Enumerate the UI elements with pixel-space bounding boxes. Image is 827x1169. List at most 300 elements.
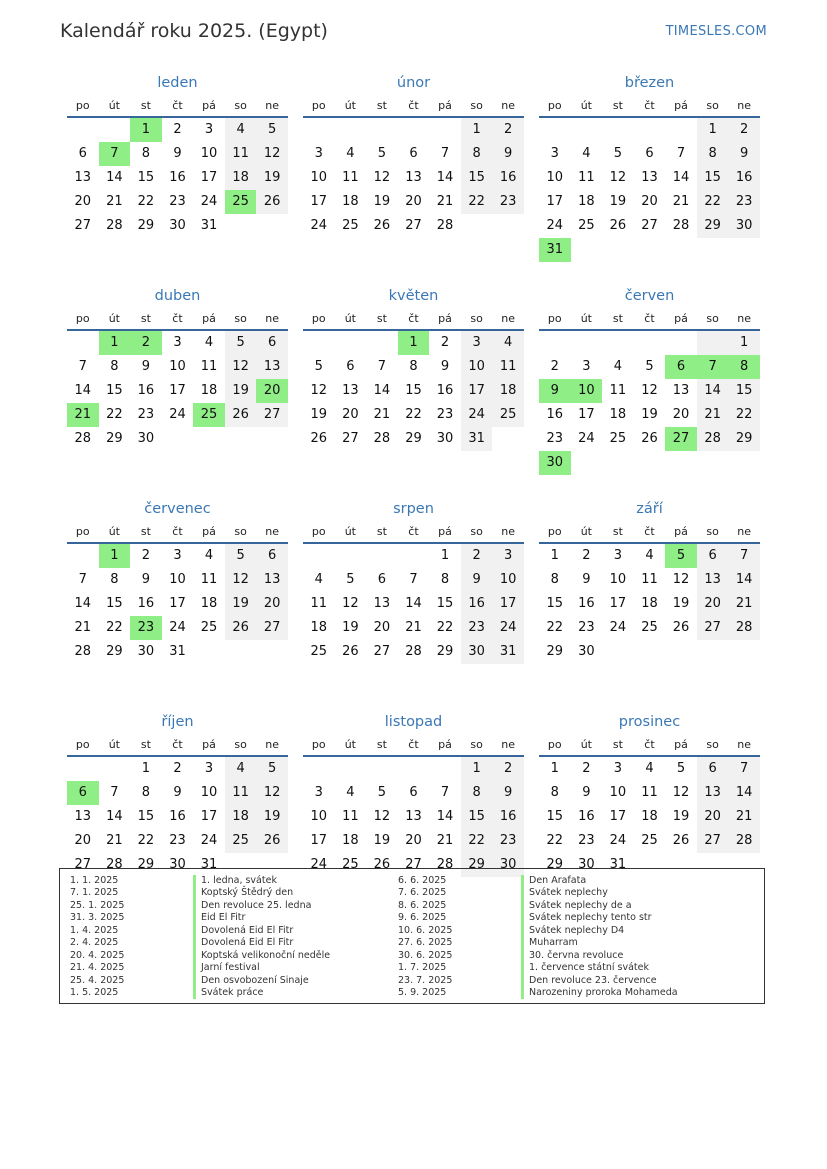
day-cell: 29 <box>546 857 564 872</box>
day-cell: 10 <box>310 809 328 824</box>
holiday-day-cell: 25 <box>225 190 257 214</box>
day-cell: 5 <box>314 359 323 374</box>
weekday-label: po <box>75 312 90 325</box>
day-cell: 25 <box>310 644 328 659</box>
day-cell: 21 <box>697 403 729 427</box>
day-cell: 14 <box>106 809 123 824</box>
weekday-label: čt <box>172 312 183 325</box>
weekday-header <box>303 735 524 757</box>
legend-date: 23. 7. 2025 <box>398 974 453 986</box>
day-cell: 10 <box>310 170 328 185</box>
site-link[interactable]: TIMESLES.COM <box>665 24 767 39</box>
day-cell: 7 <box>440 146 450 161</box>
day-cell: 16 <box>546 407 564 422</box>
day-cell: 25 <box>200 620 218 635</box>
day-cell: 25 <box>225 829 257 853</box>
day-cell: 8 <box>550 785 559 800</box>
day-cell: 26 <box>225 616 257 640</box>
month-block <box>539 496 760 683</box>
day-cell: 3 <box>550 146 559 161</box>
day-cell: 15 <box>728 379 760 403</box>
day-cell: 12 <box>672 785 690 800</box>
day-cell: 18 <box>342 194 359 209</box>
day-grid <box>539 118 760 262</box>
day-cell: 16 <box>169 809 186 824</box>
legend-row <box>388 912 678 924</box>
day-cell: 25 <box>641 620 658 635</box>
day-cell: 31 <box>200 218 218 233</box>
weekday-label: pá <box>202 312 216 325</box>
weekday-label: so <box>470 99 483 112</box>
empty-cell <box>99 118 131 142</box>
weekday-label: po <box>75 99 90 112</box>
day-cell: 16 <box>137 596 155 611</box>
day-cell: 6 <box>409 146 418 161</box>
day-cell: 10 <box>461 355 493 379</box>
day-cell: 21 <box>436 833 454 848</box>
day-grid <box>539 757 760 877</box>
day-cell: 23 <box>492 190 524 214</box>
day-cell: 9 <box>440 359 450 374</box>
day-cell: 1 <box>461 757 493 781</box>
empty-cell <box>665 331 697 355</box>
holiday-day-cell: 6 <box>67 781 99 805</box>
day-cell: 5 <box>346 572 355 587</box>
day-cell: 10 <box>609 572 627 587</box>
day-cell: 14 <box>728 568 760 592</box>
day-cell: 3 <box>204 761 214 776</box>
day-cell: 16 <box>578 596 595 611</box>
weekday-label: so <box>706 312 719 325</box>
legend-date: 7. 1. 2025 <box>70 887 119 899</box>
weekday-label: po <box>311 525 326 538</box>
day-cell: 2 <box>492 118 524 142</box>
day-cell: 10 <box>200 785 218 800</box>
weekday-label: st <box>140 525 151 538</box>
day-cell: 22 <box>546 620 564 635</box>
weekday-label: ne <box>265 738 280 751</box>
day-cell: 9 <box>173 785 182 800</box>
day-cell: 29 <box>697 214 729 238</box>
day-cell: 12 <box>225 355 257 379</box>
day-cell: 16 <box>436 383 454 398</box>
empty-cell <box>67 544 99 568</box>
day-cell: 21 <box>74 620 92 635</box>
day-cell: 22 <box>546 833 564 848</box>
weekday-label: po <box>311 312 326 325</box>
day-cell: 20 <box>672 407 690 422</box>
day-cell: 15 <box>546 809 564 824</box>
day-cell: 28 <box>728 616 760 640</box>
legend-holiday-name: Svátek práce <box>193 987 263 999</box>
day-grid <box>303 757 524 877</box>
day-cell: 20 <box>697 805 729 829</box>
weekday-label: ne <box>737 738 752 751</box>
day-cell: 8 <box>141 785 151 800</box>
legend-row <box>60 950 330 962</box>
day-cell: 4 <box>346 785 355 800</box>
empty-cell <box>67 757 99 781</box>
day-cell: 13 <box>405 809 422 824</box>
day-cell: 31 <box>461 427 493 451</box>
day-cell: 24 <box>578 431 595 446</box>
day-cell: 13 <box>697 781 729 805</box>
day-cell: 8 <box>110 572 119 587</box>
day-cell: 20 <box>697 592 729 616</box>
weekday-label: ne <box>265 99 280 112</box>
empty-cell <box>602 331 634 355</box>
legend-row <box>388 962 678 974</box>
day-cell: 6 <box>256 331 288 355</box>
weekday-label: čt <box>644 312 655 325</box>
day-cell: 2 <box>173 761 182 776</box>
weekday-label: so <box>234 525 247 538</box>
day-cell: 3 <box>173 335 182 350</box>
day-cell: 12 <box>373 809 391 824</box>
weekday-label: so <box>470 738 483 751</box>
day-cell: 19 <box>373 833 391 848</box>
weekday-label: st <box>140 312 151 325</box>
day-cell: 1 <box>461 118 493 142</box>
day-cell: 29 <box>436 644 454 659</box>
weekday-label: pá <box>438 99 452 112</box>
day-cell: 21 <box>728 805 760 829</box>
day-cell: 2 <box>461 544 493 568</box>
day-cell: 3 <box>582 359 591 374</box>
empty-cell <box>398 544 430 568</box>
legend-column-1 <box>60 875 330 999</box>
day-cell: 26 <box>672 833 690 848</box>
legend-date: 6. 6. 2025 <box>398 875 447 886</box>
month-name: září <box>636 501 663 517</box>
day-cell: 28 <box>106 857 123 872</box>
day-cell: 14 <box>373 383 391 398</box>
day-cell: 15 <box>546 596 564 611</box>
day-cell: 6 <box>78 146 87 161</box>
weekday-label: út <box>580 525 592 538</box>
month-name: červenec <box>144 501 211 517</box>
month-block <box>67 283 288 470</box>
day-cell: 31 <box>169 644 186 659</box>
day-cell: 8 <box>409 359 418 374</box>
day-cell: 15 <box>106 383 123 398</box>
weekday-header <box>539 522 760 544</box>
month-name: červen <box>624 288 675 304</box>
day-cell: 5 <box>377 785 387 800</box>
day-cell: 5 <box>256 118 288 142</box>
weekday-label: ne <box>501 312 516 325</box>
day-cell: 7 <box>110 785 119 800</box>
legend-date: 1. 5. 2025 <box>70 986 119 998</box>
legend-holiday-name: Svátek neplechy D4 <box>521 925 624 937</box>
day-cell: 3 <box>204 122 214 137</box>
month-block <box>539 70 760 257</box>
month-name: říjen <box>161 714 194 730</box>
weekday-label: po <box>75 525 90 538</box>
empty-cell <box>429 757 461 781</box>
empty-cell <box>335 118 367 142</box>
legend-date: 1. 7. 2025 <box>398 962 447 974</box>
day-cell: 19 <box>225 592 257 616</box>
legend-row <box>388 975 678 987</box>
day-cell: 18 <box>641 596 658 611</box>
legend-row <box>388 937 678 949</box>
day-cell: 13 <box>256 355 288 379</box>
day-cell: 6 <box>409 785 418 800</box>
weekday-label: pá <box>674 738 688 751</box>
day-cell: 17 <box>546 194 564 209</box>
legend-holiday-name: Koptský Štědrý den <box>193 887 293 899</box>
day-cell: 26 <box>256 829 288 853</box>
legend-row <box>60 975 330 987</box>
weekday-label: čt <box>644 738 655 751</box>
day-cell: 15 <box>106 596 123 611</box>
day-cell: 10 <box>200 146 218 161</box>
legend-date: 8. 6. 2025 <box>398 899 447 911</box>
day-cell: 13 <box>74 170 92 185</box>
day-cell: 22 <box>461 829 493 853</box>
day-cell: 19 <box>256 805 288 829</box>
day-cell: 3 <box>613 548 623 563</box>
day-cell: 24 <box>200 833 218 848</box>
day-cell: 28 <box>74 644 92 659</box>
day-grid <box>67 757 288 877</box>
day-cell: 22 <box>137 194 155 209</box>
day-cell: 20 <box>405 833 422 848</box>
calendar-grid <box>67 70 760 896</box>
empty-cell <box>335 757 367 781</box>
weekday-header <box>67 735 288 757</box>
month-name: únor <box>396 75 431 91</box>
day-cell: 23 <box>461 616 493 640</box>
day-cell: 20 <box>405 194 422 209</box>
day-cell: 20 <box>74 194 92 209</box>
day-cell: 30 <box>728 214 760 238</box>
day-cell: 24 <box>609 833 627 848</box>
weekday-header <box>67 522 288 544</box>
weekday-label: čt <box>408 99 419 112</box>
empty-cell <box>571 118 603 142</box>
legend-holiday-name: 1. ledna, svátek <box>193 875 277 887</box>
day-cell: 2 <box>141 548 151 563</box>
holiday-day-cell: 1 <box>130 118 162 142</box>
weekday-label: so <box>706 99 719 112</box>
day-cell: 18 <box>342 833 359 848</box>
weekday-header <box>303 96 524 118</box>
day-cell: 21 <box>373 407 391 422</box>
weekday-label: út <box>344 312 356 325</box>
weekday-label: pá <box>674 525 688 538</box>
day-cell: 4 <box>225 757 257 781</box>
day-cell: 13 <box>405 170 422 185</box>
day-cell: 29 <box>405 431 422 446</box>
legend-row <box>388 887 678 899</box>
day-cell: 7 <box>676 146 686 161</box>
empty-cell <box>366 757 398 781</box>
day-cell: 13 <box>74 809 92 824</box>
weekday-label: st <box>140 738 151 751</box>
day-cell: 23 <box>169 194 186 209</box>
day-cell: 28 <box>74 431 92 446</box>
day-cell: 26 <box>225 403 257 427</box>
day-cell: 11 <box>641 572 658 587</box>
day-cell: 24 <box>461 403 493 427</box>
day-cell: 28 <box>697 427 729 451</box>
day-cell: 4 <box>613 359 623 374</box>
day-cell: 6 <box>256 544 288 568</box>
day-cell: 24 <box>169 407 186 422</box>
weekday-label: pá <box>202 738 216 751</box>
day-cell: 10 <box>546 170 564 185</box>
day-cell: 6 <box>346 359 355 374</box>
day-cell: 7 <box>440 785 450 800</box>
day-cell: 27 <box>256 616 288 640</box>
weekday-label: st <box>376 738 387 751</box>
legend-date: 5. 9. 2025 <box>398 986 447 998</box>
day-cell: 25 <box>641 833 658 848</box>
day-cell: 4 <box>225 118 257 142</box>
weekday-label: pá <box>202 525 216 538</box>
day-cell: 11 <box>225 142 257 166</box>
day-cell: 27 <box>74 218 92 233</box>
day-cell: 28 <box>373 431 391 446</box>
day-grid <box>539 544 760 664</box>
legend-holiday-name: 30. června revoluce <box>521 950 623 962</box>
day-cell: 7 <box>409 572 418 587</box>
day-cell: 3 <box>314 785 323 800</box>
holiday-legend <box>59 868 765 1004</box>
empty-cell <box>634 118 666 142</box>
holiday-day-cell: 2 <box>130 331 162 355</box>
day-cell: 21 <box>672 194 690 209</box>
holiday-day-cell: 10 <box>571 379 603 403</box>
day-cell: 14 <box>436 809 454 824</box>
weekday-label: po <box>75 738 90 751</box>
empty-cell <box>602 118 634 142</box>
day-cell: 14 <box>697 379 729 403</box>
day-cell: 6 <box>697 544 729 568</box>
weekday-label: út <box>580 312 592 325</box>
weekday-label: ne <box>265 312 280 325</box>
month-block <box>303 496 524 683</box>
day-cell: 27 <box>405 857 422 872</box>
day-cell: 19 <box>672 596 690 611</box>
weekday-label: po <box>311 738 326 751</box>
weekday-label: po <box>547 99 562 112</box>
weekday-label: st <box>612 525 623 538</box>
day-cell: 14 <box>74 383 92 398</box>
weekday-label: so <box>234 312 247 325</box>
legend-row <box>60 925 330 937</box>
legend-date: 27. 6. 2025 <box>398 937 453 949</box>
day-cell: 15 <box>137 170 155 185</box>
day-cell: 11 <box>200 572 218 587</box>
holiday-day-cell: 27 <box>665 427 697 451</box>
weekday-label: so <box>470 525 483 538</box>
day-cell: 21 <box>728 592 760 616</box>
weekday-header <box>303 522 524 544</box>
weekday-label: út <box>108 738 120 751</box>
day-cell: 2 <box>582 761 591 776</box>
empty-cell <box>665 118 697 142</box>
day-cell: 19 <box>342 620 359 635</box>
day-cell: 27 <box>405 218 422 233</box>
day-cell: 30 <box>169 218 186 233</box>
day-cell: 21 <box>106 194 123 209</box>
legend-holiday-name: Den osvobození Sinaje <box>193 975 309 987</box>
day-cell: 1 <box>440 548 450 563</box>
day-cell: 10 <box>169 572 186 587</box>
day-cell: 16 <box>137 383 155 398</box>
empty-cell <box>398 757 430 781</box>
day-cell: 26 <box>672 620 690 635</box>
day-cell: 27 <box>373 644 391 659</box>
weekday-label: st <box>612 312 623 325</box>
day-cell: 8 <box>461 781 493 805</box>
day-cell: 22 <box>405 407 422 422</box>
day-cell: 11 <box>200 359 218 374</box>
empty-cell <box>303 757 335 781</box>
legend-holiday-name: Dovolená Eid El Fitr <box>193 925 293 937</box>
day-cell: 1 <box>697 118 729 142</box>
legend-date: 2. 4. 2025 <box>70 937 119 949</box>
day-grid <box>67 118 288 238</box>
day-cell: 11 <box>225 781 257 805</box>
day-cell: 10 <box>492 568 524 592</box>
legend-holiday-name: Dovolená Eid El Fitr <box>193 937 293 949</box>
weekday-header <box>539 735 760 757</box>
day-cell: 30 <box>436 431 454 446</box>
day-cell: 9 <box>141 572 151 587</box>
weekday-label: čt <box>644 99 655 112</box>
legend-date: 25. 1. 2025 <box>70 899 125 911</box>
day-cell: 17 <box>609 596 627 611</box>
day-cell: 16 <box>492 805 524 829</box>
day-cell: 15 <box>137 809 155 824</box>
legend-holiday-name: 1. července státní svátek <box>521 962 649 974</box>
legend-row <box>60 887 330 899</box>
legend-date: 1. 4. 2025 <box>70 924 119 936</box>
legend-holiday-name: Den revoluce 23. července <box>521 975 657 987</box>
day-cell: 22 <box>436 620 454 635</box>
weekday-label: st <box>612 99 623 112</box>
day-cell: 18 <box>225 166 257 190</box>
day-cell: 28 <box>728 829 760 853</box>
day-cell: 26 <box>373 218 391 233</box>
weekday-label: st <box>140 99 151 112</box>
day-cell: 2 <box>728 118 760 142</box>
day-cell: 8 <box>461 142 493 166</box>
day-cell: 30 <box>137 644 155 659</box>
empty-cell <box>539 331 571 355</box>
empty-cell <box>303 331 335 355</box>
month-name: leden <box>157 75 198 91</box>
day-cell: 23 <box>546 431 564 446</box>
day-cell: 18 <box>641 809 658 824</box>
day-cell: 4 <box>204 335 214 350</box>
day-cell: 12 <box>641 383 658 398</box>
day-grid <box>303 331 524 451</box>
legend-holiday-name: Svátek neplechy tento str <box>521 912 652 924</box>
legend-holiday-name: Muharram <box>521 937 578 949</box>
weekday-label: so <box>706 525 719 538</box>
day-cell: 30 <box>461 640 493 664</box>
day-cell: 8 <box>110 359 119 374</box>
month-block <box>303 70 524 257</box>
day-cell: 5 <box>676 761 686 776</box>
day-cell: 14 <box>74 596 92 611</box>
day-cell: 12 <box>609 170 627 185</box>
